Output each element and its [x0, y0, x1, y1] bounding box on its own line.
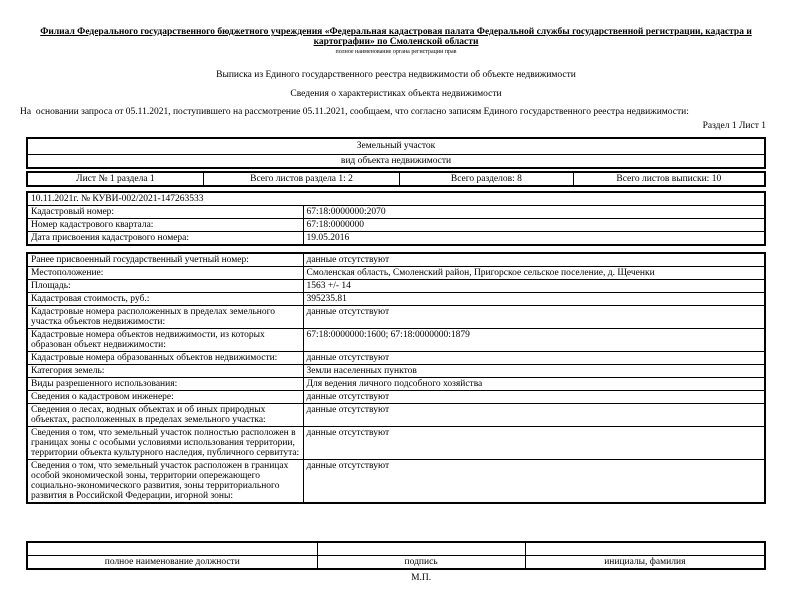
field-label: Дата присвоения кадастрового номера:: [27, 231, 303, 245]
position-input-cell: [27, 542, 317, 556]
table-row: [27, 351, 765, 364]
field-value: Для ведения личного подсобного хозяйства: [303, 377, 765, 390]
table-row: [27, 364, 765, 377]
field-value: данные отсутствуют: [303, 459, 765, 503]
field-label: Кадастровый номер:: [27, 205, 303, 218]
object-type-table: [26, 137, 766, 169]
field-label: Местоположение:: [27, 266, 303, 279]
signature-caption: подпись: [317, 556, 525, 570]
request-line: На основании запроса от 05.11.2021, поступившего на рассмотрение 05.11.2021, сообщаем, что согласно записям Единого государственного реестра недвижимости:: [20, 107, 689, 117]
field-value: 1563 +/- 14: [303, 279, 765, 292]
field-value: данные отсутствуют: [303, 351, 765, 364]
page-content: [20, 0, 766, 583]
table-row: [27, 426, 765, 459]
table-row: [27, 266, 765, 279]
field-value: Смоленская область, Смоленский район, Пригорское сельское поселение, д. Щеченки: [303, 266, 765, 279]
table-row: [27, 172, 765, 186]
field-label: Площадь:: [27, 279, 303, 292]
table-row: [27, 205, 765, 218]
field-label: Ранее присвоенный государственный учетный номер:: [27, 253, 303, 267]
field-value: 67:18:0000000: [303, 218, 765, 231]
table-row: [27, 192, 765, 206]
position-caption: полное наименование должности: [27, 556, 317, 570]
field-label: Сведения о том, что земельный участок полностью расположен в границах зоны с особыми условиями использования территории, территории объекта культурного наследия, публичного сервитута:: [27, 426, 303, 459]
field-label: Сведения о лесах, водных объектах и об иных природных объектах, расположенных в пределах земельного участка:: [27, 403, 303, 426]
table-row: [27, 305, 765, 328]
document-title: Выписка из Единого государственного реестра недвижимости об объекте недвижимости: [216, 70, 576, 80]
field-value: данные отсутствуют: [303, 390, 765, 403]
field-value: 19.05.2016: [303, 231, 765, 245]
field-label: Кадастровые номера образованных объектов недвижимости:: [27, 351, 303, 364]
signature-input-cell: [317, 542, 525, 556]
field-value: данные отсутствуют: [303, 403, 765, 426]
table-row: [27, 390, 765, 403]
table-row: [27, 403, 765, 426]
table-row: [27, 279, 765, 292]
stamp-place-label: М.П.: [411, 573, 432, 583]
field-value: 67:18:0000000:1600; 67:18:0000000:1879: [303, 328, 765, 351]
field-label: Кадастровая стоимость, руб.:: [27, 292, 303, 305]
field-value: данные отсутствуют: [303, 426, 765, 459]
field-value: данные отсутствуют: [303, 253, 765, 267]
table-row: [27, 218, 765, 231]
stamp-spacer: [525, 573, 766, 583]
field-value: данные отсутствуют: [303, 305, 765, 328]
name-input-cell: [525, 542, 765, 556]
field-label: Кадастровые номера расположенных в пределах земельного участка объектов недвижимости:: [27, 305, 303, 328]
org-name: Филиал Федерального государственного бюджетного учреждения «Федеральная кадастровая палата Федеральной службы государственной регистрации, кадастра и картографии» по Смоленской области: [40, 27, 752, 47]
sections-total-cell: Всего разделов: 8: [400, 172, 573, 186]
table-row: [27, 556, 765, 570]
signature-table: [26, 541, 766, 571]
field-label: Номер кадастрового квартала:: [27, 218, 303, 231]
field-value: Земли населенных пунктов: [303, 364, 765, 377]
request-date-number: 10.11.2021г. № КУВИ-002/2021-147263533: [27, 192, 765, 206]
field-value: 67:18:0000000:2070: [303, 205, 765, 218]
org-name-caption: полное наименование органа регистрации прав: [335, 49, 457, 55]
table-row: [27, 377, 765, 390]
sheets-info-table: [26, 171, 766, 187]
field-label: Виды разрешенного использования:: [27, 377, 303, 390]
table-row: [27, 154, 765, 168]
table-row: [27, 459, 765, 503]
document-subtitle: Сведения о характеристиках объекта недвижимости: [290, 89, 502, 99]
sheet-number-cell: Лист № 1 раздела 1: [27, 172, 203, 186]
field-label: Сведения о том, что земельный участок расположен в границах особой экономической зоны, территории опережающего социально-экономического развития, зоны территориального развития в Российской Федерации, игорной зоны:: [27, 459, 303, 503]
object-type-value: Земельный участок: [27, 138, 765, 154]
section-sheets-total-cell: Всего листов раздела 1: 2: [203, 172, 399, 186]
section-sheet-label: Раздел 1 Лист 1: [702, 121, 766, 131]
table-row: [27, 542, 765, 556]
field-label: Сведения о кадастровом инженере:: [27, 390, 303, 403]
table-row: [27, 292, 765, 305]
stamp-spacer: [26, 573, 317, 583]
table-row: [27, 328, 765, 351]
name-caption: инициалы, фамилия: [525, 556, 765, 570]
table-row: [27, 138, 765, 154]
details-table: [26, 252, 766, 504]
field-label: Категория земель:: [27, 364, 303, 377]
extract-sheets-total-cell: Всего листов выписки: 10: [573, 172, 765, 186]
cadastral-number-table: [26, 191, 766, 246]
object-type-caption: вид объекта недвижимости: [27, 154, 765, 168]
table-row: [27, 253, 765, 267]
stamp-row: [26, 573, 766, 583]
field-value: 395235.81: [303, 292, 765, 305]
field-label: Кадастровые номера объектов недвижимости, из которых образован объект недвижимости:: [27, 328, 303, 351]
table-row: [27, 231, 765, 245]
